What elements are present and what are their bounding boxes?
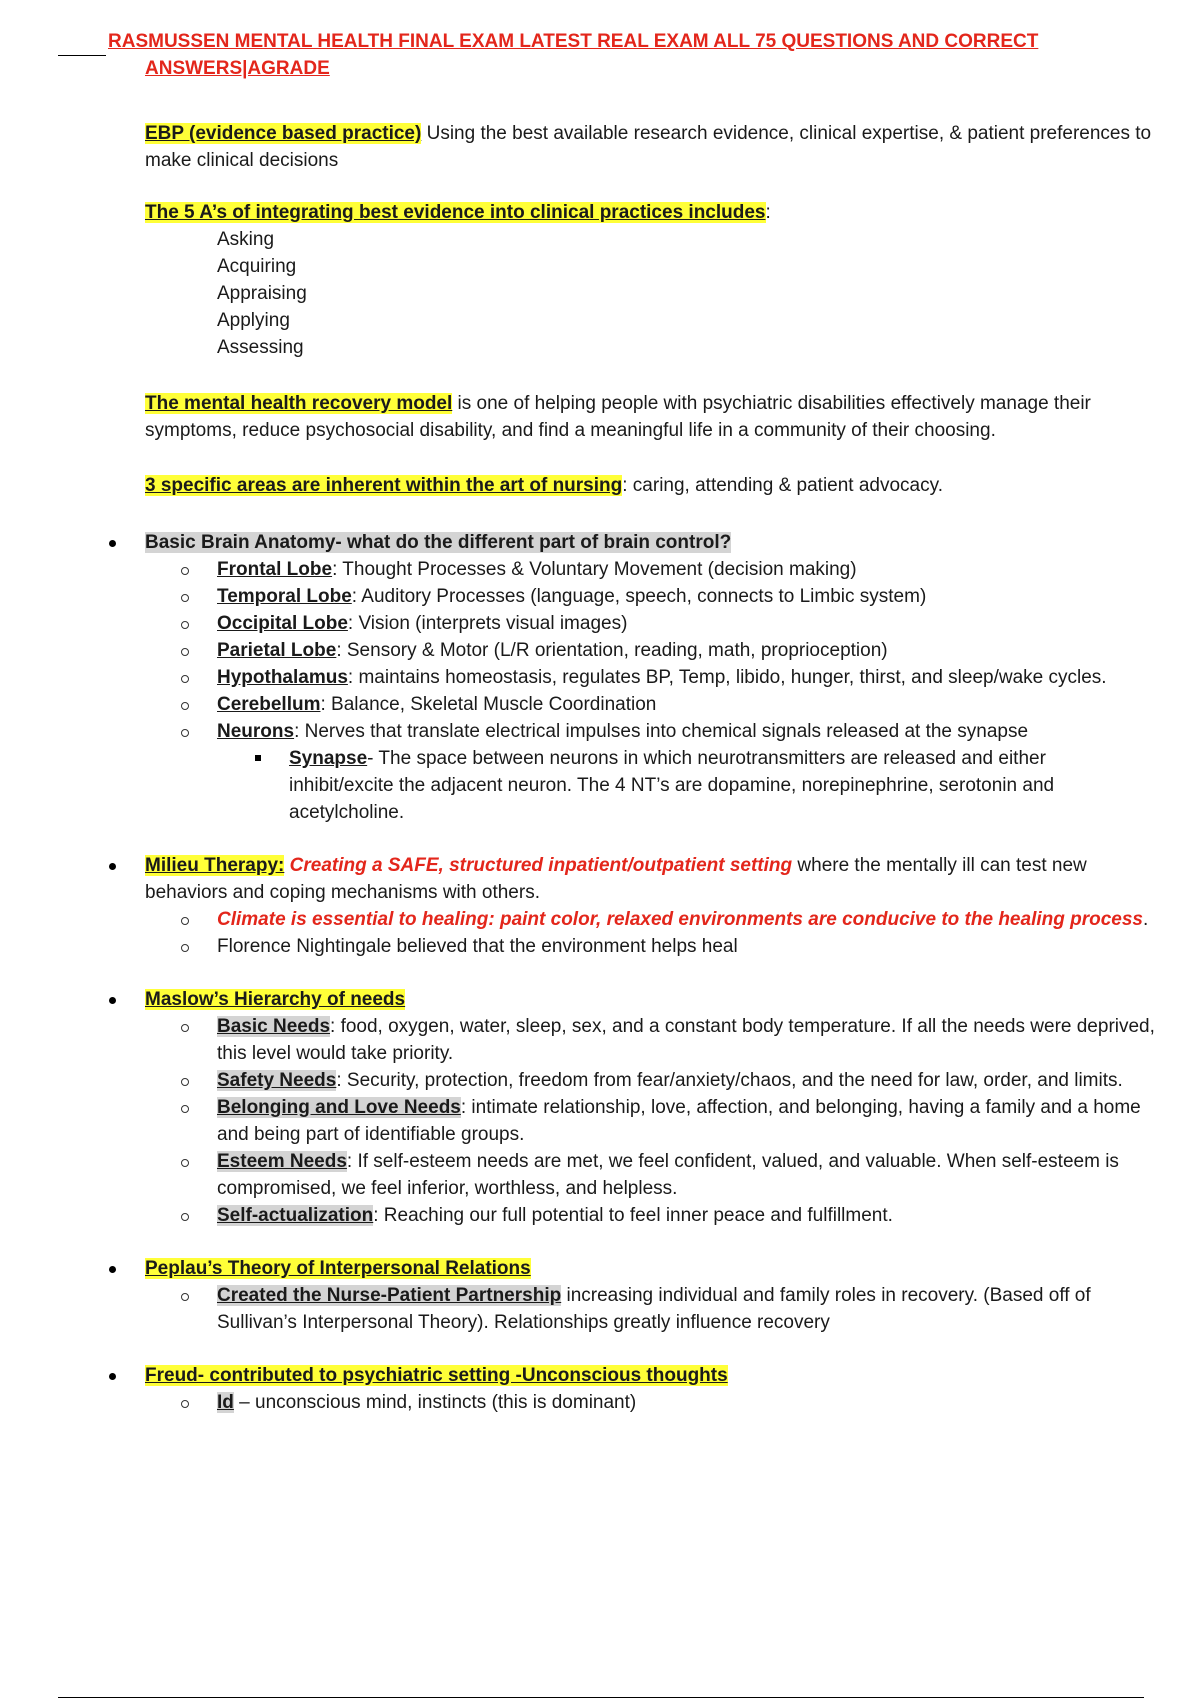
milieu-red-text: Creating a SAFE, structured inpatient/outpatient setting <box>289 855 793 876</box>
list-item: Appraising <box>217 283 307 304</box>
item-text: : If self-esteem needs are met, we feel confident, valued, and valuable. When self-esteem is compromised, we feel inferior, worthless, and helpless. <box>217 1151 1119 1199</box>
circle-bullet-icon <box>181 1078 189 1086</box>
milieu-section <box>145 852 1155 960</box>
ebp-term: EBP (evidence based practice) <box>145 123 422 144</box>
item-text: : Sensory & Motor (L/R orientation, reading, math, proprioception) <box>336 640 888 661</box>
spacer <box>145 1229 1155 1255</box>
brain-section <box>145 529 1155 826</box>
spacer <box>145 960 1155 986</box>
top-rule <box>58 55 106 56</box>
item-term: Occipital Lobe <box>217 613 348 634</box>
circle-bullet-icon <box>181 944 189 952</box>
art-term: 3 specific areas are inherent within the art of nursing <box>145 475 623 496</box>
circle-bullet-icon <box>181 1105 189 1113</box>
item-text: : Balance, Skeletal Muscle Coordination <box>320 694 657 715</box>
title-line-1: RASMUSSEN MENTAL HEALTH FINAL EXAM LATEST REAL EXAM ALL 75 QUESTIONS AND CORRECT <box>108 31 1039 52</box>
maslow-section <box>145 986 1155 1229</box>
list-item <box>217 556 1155 583</box>
item-text: : Security, protection, freedom from fear/anxiety/chaos, and the need for law, order, and limits. <box>336 1070 1123 1091</box>
bullet-icon <box>109 863 116 870</box>
list-item <box>217 933 1155 960</box>
spacer <box>145 1336 1155 1362</box>
circle-bullet-icon <box>181 648 189 656</box>
item-text: : Reaching our full potential to feel inner peace and fulfillment. <box>373 1205 893 1226</box>
peplau-section <box>145 1255 1155 1336</box>
list-item <box>217 1148 1155 1202</box>
recovery-term: The mental health recovery model <box>145 393 453 414</box>
item-term: Temporal Lobe <box>217 586 352 607</box>
circle-bullet-icon <box>181 567 189 575</box>
recovery-paragraph <box>145 390 1155 444</box>
five-as-heading: The 5 A’s of integrating best evidence into clinical practices includes <box>145 202 766 223</box>
item-term: Hypothalamus <box>217 667 348 688</box>
list-item: Applying <box>217 310 290 331</box>
milieu-sub2: Florence Nightingale believed that the environment helps heal <box>217 936 738 957</box>
item-term: Cerebellum <box>217 694 321 715</box>
list-item <box>217 583 1155 610</box>
item-term: Basic Needs <box>217 1016 331 1037</box>
bullet-icon <box>109 540 116 547</box>
item-text: : Vision (interprets visual images) <box>347 613 628 634</box>
list-item <box>217 637 1155 664</box>
peplau-text: increasing individual and family roles in recovery. (Based off of Sullivan’s Interpersonal Theory). Relationships greatly influence recovery <box>217 1285 1091 1333</box>
square-bullet-icon <box>255 755 261 761</box>
bullet-icon <box>109 997 116 1004</box>
milieu-term: Milieu Therapy: <box>145 855 285 876</box>
five-as-section <box>145 199 1155 361</box>
list-item <box>217 1389 1155 1416</box>
circle-bullet-icon <box>181 675 189 683</box>
circle-bullet-icon <box>181 1293 189 1301</box>
title-line-2: ANSWERS|AGRADE <box>145 58 330 79</box>
item-term: Frontal Lobe <box>217 559 333 580</box>
milieu-sub1: Climate is essential to healing: paint color, relaxed environments are conducive to the healing process <box>217 909 1143 930</box>
circle-bullet-icon <box>181 1024 189 1032</box>
circle-bullet-icon <box>181 729 189 737</box>
circle-bullet-icon <box>181 1213 189 1221</box>
item-text: : Thought Processes & Voluntary Movement (decision making) <box>332 559 857 580</box>
bullet-icon <box>109 1373 116 1380</box>
milieu-sub1-end: . <box>1143 909 1149 930</box>
list-item <box>217 691 1155 718</box>
list-item: Assessing <box>217 337 304 358</box>
list-item <box>217 1067 1155 1094</box>
item-text: : Auditory Processes (language, speech, connects to Limbic system) <box>351 586 927 607</box>
list-item <box>217 610 1155 637</box>
bulleted-sections <box>145 529 1155 1416</box>
item-text: : maintains homeostasis, regulates BP, Temp, libido, hunger, thirst, and sleep/wake cycles. <box>347 667 1107 688</box>
circle-bullet-icon <box>181 594 189 602</box>
spacer <box>145 826 1155 852</box>
list-item <box>217 1282 1155 1336</box>
art-paragraph <box>145 472 1155 499</box>
five-as-list <box>145 226 1155 361</box>
circle-bullet-icon <box>181 1159 189 1167</box>
list-item <box>217 664 1155 691</box>
list-item <box>217 718 1155 826</box>
item-term: Safety Needs <box>217 1070 337 1091</box>
ebp-text: Using the best available research evidence, clinical expertise, & patient preferences to make clinical decisions <box>145 123 1152 171</box>
maslow-heading: Maslow’s Hierarchy of needs <box>145 989 406 1010</box>
peplau-term: Created the Nurse-Patient Partnership <box>217 1285 562 1306</box>
circle-bullet-icon <box>181 702 189 710</box>
bullet-icon <box>109 1266 116 1273</box>
document-title <box>108 28 1108 82</box>
recovery-text: is one of helping people with psychiatric disabilities effectively manage their symptoms, reduce psychosocial disability, and find a meaningful life in a community of their choosing. <box>145 393 1091 441</box>
list-item: Asking <box>217 229 275 250</box>
milieu-text: where the mentally ill can test new behaviors and coping mechanisms with others. <box>145 855 1087 903</box>
item-text: : intimate relationship, love, affection, and belonging, having a family and a home and being part of identifiable groups. <box>217 1097 1141 1145</box>
list-item <box>289 745 1155 826</box>
ebp-paragraph <box>145 120 1155 174</box>
art-text: : caring, attending & patient advocacy. <box>622 475 943 496</box>
peplau-heading: Peplau’s Theory of Interpersonal Relations <box>145 1258 531 1279</box>
freud-heading: Freud- contributed to psychiatric setting -Unconscious thoughts <box>145 1365 728 1386</box>
freud-text: – unconscious mind, instincts (this is dominant) <box>233 1392 637 1413</box>
five-as-colon: : <box>765 202 771 223</box>
brain-heading: Basic Brain Anatomy- what do the different part of brain control? <box>145 532 732 553</box>
list-item <box>217 906 1155 933</box>
item-term: Esteem Needs <box>217 1151 347 1172</box>
item-text: : food, oxygen, water, sleep, sex, and a constant body temperature. If all the needs were deprived, this level would take priority. <box>217 1016 1155 1064</box>
freud-section <box>145 1362 1155 1416</box>
item-term: Neurons <box>217 721 295 742</box>
circle-bullet-icon <box>181 1400 189 1408</box>
list-item <box>217 1202 1155 1229</box>
list-item <box>217 1013 1155 1067</box>
bottom-rule <box>58 1697 1144 1698</box>
synapse-term: Synapse <box>289 748 368 769</box>
list-item <box>217 1094 1155 1148</box>
synapse-text: - The space between neurons in which neurotransmitters are released and either inhibit/excite the adjacent neuron. The 4 NT’s are dopamine, norepinephrine, serotonin and acetylcholine. <box>289 748 1055 823</box>
item-term: Self-actualization <box>217 1205 374 1226</box>
item-text: : Nerves that translate electrical impulses into chemical signals released at the synapse <box>294 721 1029 742</box>
item-term: Parietal Lobe <box>217 640 337 661</box>
circle-bullet-icon <box>181 621 189 629</box>
freud-term: Id <box>217 1392 234 1413</box>
circle-bullet-icon <box>181 917 189 925</box>
item-term: Belonging and Love Needs <box>217 1097 461 1118</box>
list-item: Acquiring <box>217 256 297 277</box>
